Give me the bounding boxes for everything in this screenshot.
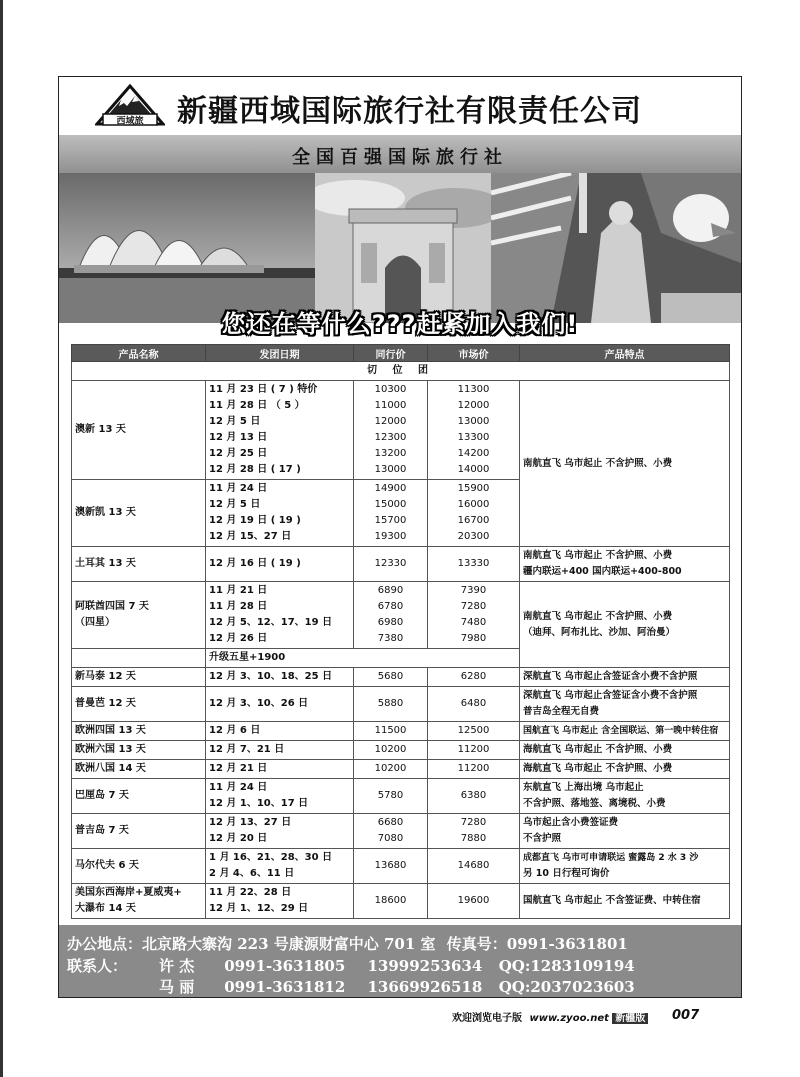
office-address: 北京路大寨沟 223 号康源财富中心 701 室 (142, 935, 436, 953)
feature-line: 南航直飞 乌市起止 不含护照、小费 (523, 457, 673, 469)
office-line (67, 933, 628, 954)
banner (59, 135, 741, 343)
date-line: 12 月 26 日 (209, 633, 268, 644)
product-name (72, 668, 206, 687)
header (59, 77, 741, 135)
sydney-opera-house-photo (59, 173, 315, 323)
office-label: 办公地点： (67, 935, 143, 953)
price-line: 7880 (460, 833, 487, 844)
departure-dates (206, 381, 354, 480)
blank-cell (72, 649, 206, 668)
price-line: 7390 (460, 585, 487, 596)
price-line: 11500 (374, 725, 407, 736)
product-name (72, 381, 206, 480)
date-line: 12 月 1、12、29 日 (209, 903, 309, 914)
company-name: 新疆西域国际旅行社有限责任公司 (177, 94, 642, 129)
name-line: 欧洲六国 13 天 (75, 744, 146, 755)
name-line: 马尔代夫 6 天 (75, 860, 139, 871)
price-line: 6280 (460, 671, 487, 682)
date-line: 12 月 20 日 (209, 833, 268, 844)
peer-price (354, 722, 428, 741)
departure-dates (206, 779, 354, 814)
date-line: 11 月 28 日 (209, 601, 268, 612)
date-line: 11 月 24 日 (209, 483, 268, 494)
feature-line: 国航直飞 乌市起止 不含签证费、中转住宿 (523, 895, 701, 906)
product-name (72, 741, 206, 760)
feature-line: 另 10 日行程可询价 (523, 868, 610, 879)
departure-dates (206, 668, 354, 687)
contact-phone: 0991-3631812 (224, 978, 346, 996)
section-label: 切 位 团 (72, 362, 730, 381)
product-features (520, 381, 730, 547)
product-name (72, 687, 206, 722)
feature-line: 普吉岛全程无自费 (523, 706, 600, 717)
price-line: 15700 (374, 515, 407, 526)
market-price (428, 722, 520, 741)
peer-price (354, 547, 428, 582)
header-cell: 产品特点 (520, 345, 730, 362)
feature-line: 海航直飞 乌市起止 不含护照、小费 (523, 763, 673, 774)
price-line: 6380 (460, 790, 487, 801)
date-line: 12 月 19 日 ( 19 ) (209, 515, 301, 526)
date-line: 12 月 1、10、17 日 (209, 798, 309, 809)
market-price (428, 884, 520, 919)
feature-line: 南航直飞 乌市起止 不含护照、小费 (523, 610, 673, 622)
fax-label: 传真号： (446, 935, 507, 953)
market-price (428, 582, 520, 649)
price-line: 11200 (457, 763, 490, 774)
tagline: 全国百强国际旅行社 (292, 147, 508, 168)
name-line: 普曼芭 12 天 (75, 698, 136, 709)
contact-mobile: 13669926518 (367, 978, 483, 996)
departure-dates (206, 722, 354, 741)
date-line: 12 月 16 日 ( 19 ) (209, 558, 301, 569)
product-name (72, 849, 206, 884)
price-line: 10200 (374, 744, 407, 755)
price-line: 11000 (374, 400, 407, 411)
price-line: 7280 (460, 817, 487, 828)
date-line: 12 月 13 日 (209, 432, 268, 443)
price-line: 5680 (377, 671, 404, 682)
product-name (72, 547, 206, 582)
date-line: 2 月 4、6、11 日 (209, 868, 295, 879)
feature-line: （迪拜、阿布扎比、沙加、阿治曼） (523, 626, 676, 638)
name-line: （四星） (75, 617, 115, 628)
price-line: 15000 (374, 499, 407, 510)
name-line: 普吉岛 7 天 (75, 825, 129, 836)
name-line: 澳新 13 天 (75, 424, 126, 435)
peer-price (354, 741, 428, 760)
table-row (72, 547, 730, 582)
price-line: 12500 (457, 725, 490, 736)
date-line: 12 月 25 日 (209, 448, 268, 459)
peer-price (354, 480, 428, 547)
price-line: 12000 (457, 400, 490, 411)
date-line: 11 月 24 日 (209, 782, 268, 793)
date-line: 12 月 6 日 (209, 725, 261, 736)
price-line: 6980 (377, 617, 404, 628)
product-name (72, 884, 206, 919)
ad-page (58, 76, 742, 998)
price-line: 12330 (374, 558, 407, 569)
contact-qq: QQ:1283109194 (498, 957, 635, 975)
price-line: 12000 (374, 416, 407, 427)
product-features (520, 849, 730, 884)
market-price (428, 849, 520, 884)
date-line: 12 月 7、21 日 (209, 744, 285, 755)
product-name (72, 760, 206, 779)
departure-dates (206, 687, 354, 722)
departure-dates (206, 582, 354, 649)
product-features (520, 779, 730, 814)
feature-line: 南航直飞 乌市起止 不含护照、小费 (523, 550, 673, 561)
price-line: 7080 (377, 833, 404, 844)
slogan: 您还在等什么???赶紧加入我们! (221, 310, 579, 338)
price-line: 7280 (460, 601, 487, 612)
contact-phone: 0991-3631805 (224, 957, 346, 975)
arc-de-triomphe-photo (315, 173, 491, 323)
header-cell: 同行价 (354, 345, 428, 362)
price-line: 16700 (457, 515, 490, 526)
price-line: 14200 (457, 448, 490, 459)
product-features (520, 547, 730, 582)
departure-dates (206, 814, 354, 849)
name-line: 大瀑布 14 天 (75, 903, 136, 914)
price-line: 14000 (457, 464, 490, 475)
price-line: 6780 (377, 601, 404, 612)
statue-of-liberty-photo (491, 173, 741, 323)
date-line: 12 月 5、12、17、19 日 (209, 617, 333, 628)
departure-dates (206, 480, 354, 547)
table-row (72, 779, 730, 814)
table-row (72, 582, 730, 649)
departure-dates (206, 760, 354, 779)
product-features (520, 668, 730, 687)
price-line: 18600 (374, 895, 407, 906)
website-link[interactable]: www.zyoo.net (529, 1013, 609, 1024)
price-line: 14900 (374, 483, 407, 494)
date-line: 12 月 5 日 (209, 499, 261, 510)
product-name (72, 722, 206, 741)
name-line: 土耳其 13 天 (75, 558, 136, 569)
bottom-strip (452, 1009, 648, 1024)
name-line: 新马泰 12 天 (75, 671, 136, 682)
date-line: 12 月 13、27 日 (209, 817, 292, 828)
header-cell: 发团日期 (206, 345, 354, 362)
market-price (428, 760, 520, 779)
price-line: 13330 (457, 558, 490, 569)
date-line: 11 月 23 日 ( 7 ) 特价 (209, 384, 318, 395)
product-features (520, 741, 730, 760)
price-line: 20300 (457, 531, 490, 542)
market-price (428, 547, 520, 582)
peer-price (354, 582, 428, 649)
peer-price (354, 687, 428, 722)
price-line: 19300 (374, 531, 407, 542)
price-line: 11300 (457, 384, 490, 395)
header-cell: 市场价 (428, 345, 520, 362)
price-line: 5780 (377, 790, 404, 801)
page-number: 007 (672, 1008, 700, 1023)
date-line: 1 月 16、21、28、30 日 (209, 852, 333, 863)
contact-qq: QQ:2037023603 (498, 978, 635, 996)
departure-dates (206, 741, 354, 760)
product-features (520, 722, 730, 741)
date-line: 11 月 21 日 (209, 585, 268, 596)
contact-label: 联系人： (67, 957, 128, 975)
peer-price (354, 884, 428, 919)
date-line: 11 月 28 日 （ 5 ） (209, 400, 305, 411)
market-price (428, 687, 520, 722)
welcome-text: 欢迎浏览电子版 (452, 1013, 522, 1024)
feature-line: 成都直飞 乌市可申请联运 蜜露岛 2 水 3 沙 (523, 853, 699, 863)
market-price (428, 668, 520, 687)
header-cell: 产品名称 (72, 345, 206, 362)
market-price (428, 381, 520, 480)
product-name (72, 779, 206, 814)
product-features (520, 884, 730, 919)
feature-line: 深航直飞 乌市起止含签证含小费不含护照 (523, 671, 698, 682)
product-features (520, 760, 730, 779)
date-line: 12 月 3、10、26 日 (209, 698, 309, 709)
table-row (72, 687, 730, 722)
table-row (72, 381, 730, 480)
product-features (520, 582, 730, 668)
departure-dates (206, 547, 354, 582)
price-line: 10200 (374, 763, 407, 774)
contact-footer (59, 925, 741, 998)
name-line: 阿联酋四国 7 天 (75, 601, 149, 612)
table-row (72, 849, 730, 884)
tagline-bar (59, 135, 741, 175)
departure-dates (206, 884, 354, 919)
contact-name: 马 丽 (159, 978, 195, 996)
feature-line: 乌市起止含小费签证费 (523, 817, 619, 828)
price-line: 13000 (457, 416, 490, 427)
price-line: 19600 (457, 895, 490, 906)
feature-line: 深航直飞 乌市起止含签证含小费不含护照 (523, 690, 698, 701)
product-name (72, 480, 206, 547)
logo-text: 西域旅 (116, 116, 144, 127)
date-line: 11 月 22、28 日 (209, 887, 292, 898)
price-line: 11200 (457, 744, 490, 755)
market-price (428, 741, 520, 760)
product-table (71, 344, 730, 919)
price-line: 7480 (460, 617, 487, 628)
feature-line: 不含护照、落地签、离境税、小费 (523, 798, 666, 809)
price-line: 5880 (377, 698, 404, 709)
table-row (72, 814, 730, 849)
contact-name: 许 杰 (159, 957, 195, 975)
feature-line: 疆内联运+400 国内联运+400-800 (523, 566, 682, 577)
market-price (428, 480, 520, 547)
date-line: 12 月 3、10、18、25 日 (209, 671, 333, 682)
date-line: 12 月 21 日 (209, 763, 268, 774)
feature-line: 不含护照 (523, 833, 562, 844)
contact-person (159, 976, 635, 997)
price-line: 7980 (460, 633, 487, 644)
name-line: 美国东西海岸+夏威夷+ (75, 887, 182, 898)
name-line: 欧洲八国 14 天 (75, 763, 146, 774)
peer-price (354, 381, 428, 480)
product-features (520, 687, 730, 722)
table-row (72, 884, 730, 919)
price-line: 10300 (374, 384, 407, 395)
name-line: 澳新凯 13 天 (75, 507, 136, 518)
market-price (428, 814, 520, 849)
feature-line: 国航直飞 乌市起止 含全国联运、第一晚中转住宿 (523, 726, 719, 736)
price-line: 13300 (457, 432, 490, 443)
section-row (72, 362, 730, 381)
peer-price (354, 849, 428, 884)
price-line: 6680 (377, 817, 404, 828)
price-line: 12300 (374, 432, 407, 443)
product-name (72, 582, 206, 649)
contact-mobile: 13999253634 (367, 957, 483, 975)
peer-price (354, 814, 428, 849)
fax-number: 0991-3631801 (506, 935, 628, 953)
price-line: 13680 (374, 860, 407, 871)
table-row (72, 760, 730, 779)
departure-dates (206, 849, 354, 884)
peer-price (354, 668, 428, 687)
date-line: 12 月 28 日 ( 17 ) (209, 464, 301, 475)
date-line: 12 月 5 日 (209, 416, 261, 427)
product-features (520, 814, 730, 849)
name-line: 巴厘岛 7 天 (75, 790, 129, 801)
peer-price (354, 779, 428, 814)
market-price (428, 779, 520, 814)
upgrade-note: 升级五星+1900 (206, 649, 520, 668)
table-header (72, 345, 730, 362)
table-row (72, 741, 730, 760)
price-line: 14680 (457, 860, 490, 871)
price-line: 7380 (377, 633, 404, 644)
price-line: 6480 (460, 698, 487, 709)
date-line: 12 月 15、27 日 (209, 531, 292, 542)
price-line: 13200 (374, 448, 407, 459)
price-line: 13000 (374, 464, 407, 475)
contact-person (159, 955, 635, 976)
price-line: 16000 (457, 499, 490, 510)
company-logo (95, 84, 165, 128)
table-row (72, 668, 730, 687)
peer-price (354, 760, 428, 779)
page-edge (0, 0, 3, 1077)
table-row (72, 722, 730, 741)
price-line: 15900 (457, 483, 490, 494)
feature-line: 海航直飞 乌市起止 不含护照、小费 (523, 744, 673, 755)
name-line: 欧洲四国 13 天 (75, 725, 146, 736)
product-name (72, 814, 206, 849)
feature-line: 东航直飞 上海出境 乌市起止 (523, 782, 644, 793)
price-line: 6890 (377, 585, 404, 596)
edition-badge: 新疆版 (612, 1013, 648, 1024)
